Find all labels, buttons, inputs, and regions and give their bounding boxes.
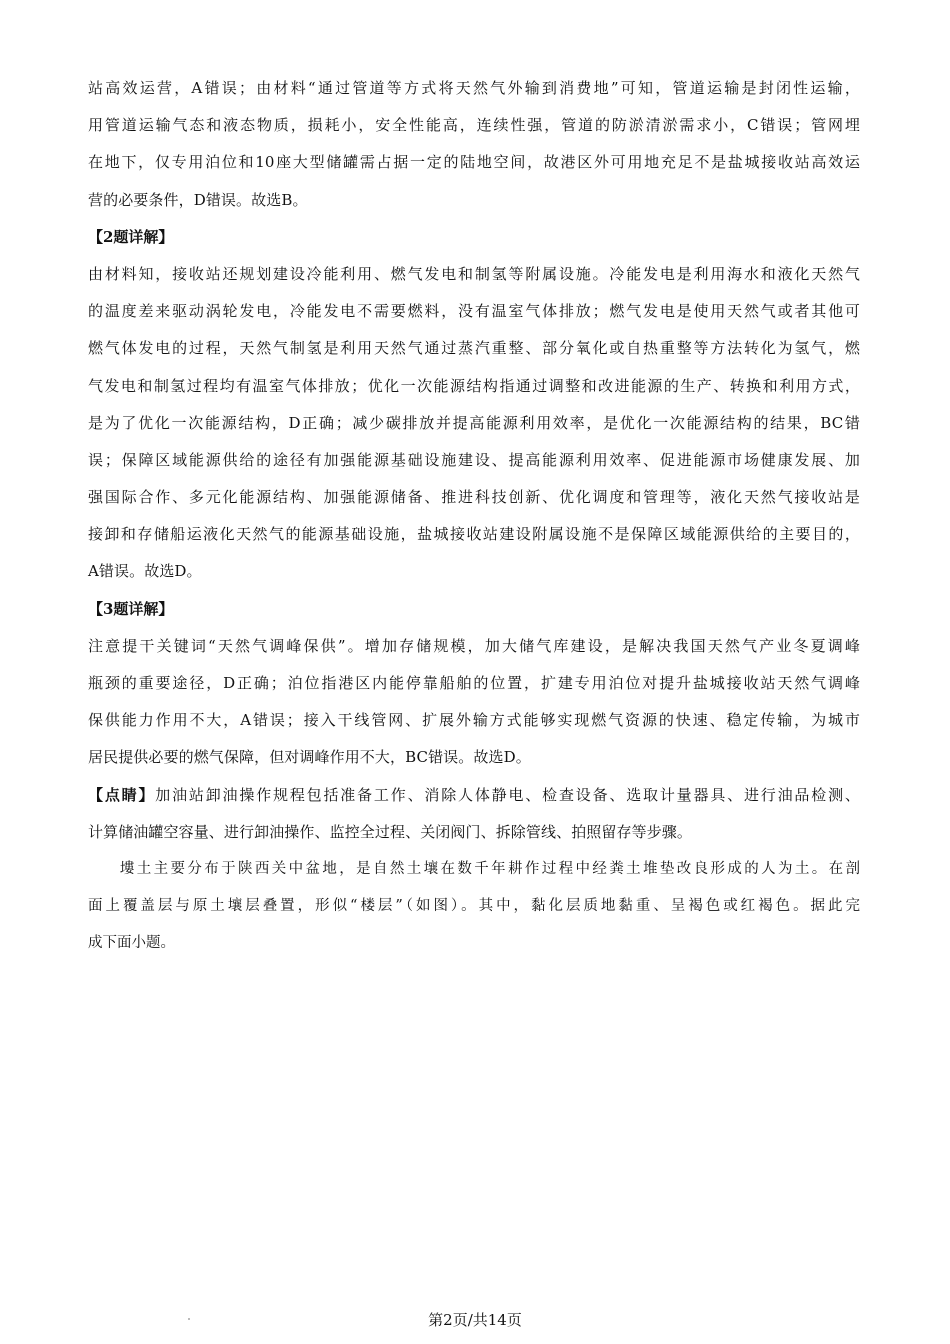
text-line: 在地下，仅专用泊位和10座大型储罐需占据一定的陆地空间，故港区外可用地充足不是盐城接收站高效运 — [88, 153, 860, 172]
tip-text: 加油站卸油操作规程包括准备工作、消除人体静电、检查设备、选取计量器具、进行油品检测、 — [155, 785, 860, 804]
tip-label: 【点睛】 — [88, 785, 156, 804]
text-line — [88, 785, 860, 805]
text-line: 燃气体发电的过程，天然气制氢是利用天然气通过蒸汽重整、部分氧化或自热重整等方法转化为氢气，燃 — [88, 339, 860, 358]
section-heading-q2: 【2题详解】 — [88, 227, 174, 246]
page-content — [88, 78, 860, 971]
text-line: 强国际合作、多元化能源结构、加强能源储备、推进科技创新、优化调度和管理等，液化天然气接收站是 — [88, 488, 860, 507]
text-line: A错误。故选D。 — [88, 562, 202, 581]
text-line: 气发电和制氢过程均有温室气体排放；优化一次能源结构指通过调整和改进能源的生产、转换和利用方式， — [88, 376, 860, 395]
section-heading-q3: 【3题详解】 — [88, 599, 174, 618]
text-line: 站高效运营，A错误；由材料“通过管道等方式将天然气外输到消费地”可知，管道运输是封闭性运输， — [88, 79, 860, 97]
text-line: 接卸和存储船运液化天然气的能源基础设施，盐城接收站建设附属设施不是保障区域能源供给的主要目的， — [88, 525, 860, 544]
text-line: 营的必要条件，D错误。故选B。 — [88, 190, 308, 209]
text-line: 的温度差来驱动涡轮发电，冷能发电不需要燃料，没有温室气体排放；燃气发电是使用天然气或者其他可 — [88, 302, 860, 321]
text-line: 由材料知，接收站还规划建设冷能利用、燃气发电和制氢等附属设施。冷能发电是利用海水和液化天然气 — [88, 264, 860, 283]
text-line: 成下面小题。 — [88, 935, 175, 952]
text-line: 居民提供必要的燃气保障，但对调峰作用不大，BC错误。故选D。 — [88, 748, 531, 767]
text-line: 是为了优化一次能源结构，D正确；减少碳排放并提高能源利用效率，是优化一次能源结构的结果，BC错 — [88, 413, 860, 432]
page-footer: 第2页/共14页 — [428, 1311, 522, 1329]
text-line: 塿土主要分布于陕西关中盆地，是自然土壤在数千年耕作过程中经粪土堆垫改良形成的人为土。在剖 — [119, 860, 860, 877]
text-line: 用管道运输气态和液态物质，损耗小，安全性能高，连续性强，管道的防淤清淤需求小，C错误；管网埋 — [88, 116, 860, 135]
question-intro-paragraph — [88, 859, 860, 953]
paragraph-q1-continuation — [88, 78, 860, 210]
text-line: 计算储油罐空容量、进行卸油操作、监控全过程、关闭阀门、拆除管线、拍照留存等步骤。 — [88, 822, 693, 841]
paragraph-q3 — [88, 636, 860, 768]
text-line: 保供能力作用不大，A错误；接入干线管网、扩展外输方式能够实现燃气资源的快速、稳定传输，为城市 — [88, 711, 860, 730]
text-line: 误；保障区域能源供给的途径有加强能源基础设施建设、提高能源利用效率、促进能源市场健康发展、加 — [88, 450, 860, 469]
paragraph-q2 — [88, 264, 860, 582]
tip-paragraph — [88, 785, 860, 842]
text-line: 注意提干关键词“天然气调峰保供”。增加存储规模，加大储气库建设，是解决我国天然气产业冬夏调峰 — [88, 636, 860, 655]
text-line: 面上覆盖层与原土壤层叠置，形似“楼层”（如图）。其中，黏化层质地黏重、呈褐色或红褐色。据此完 — [88, 898, 860, 915]
text-line: 瓶颈的重要途径，D正确；泊位指港区内能停靠船舶的位置，扩建专用泊位对提升盐城接收站天然气调峰 — [88, 674, 860, 692]
